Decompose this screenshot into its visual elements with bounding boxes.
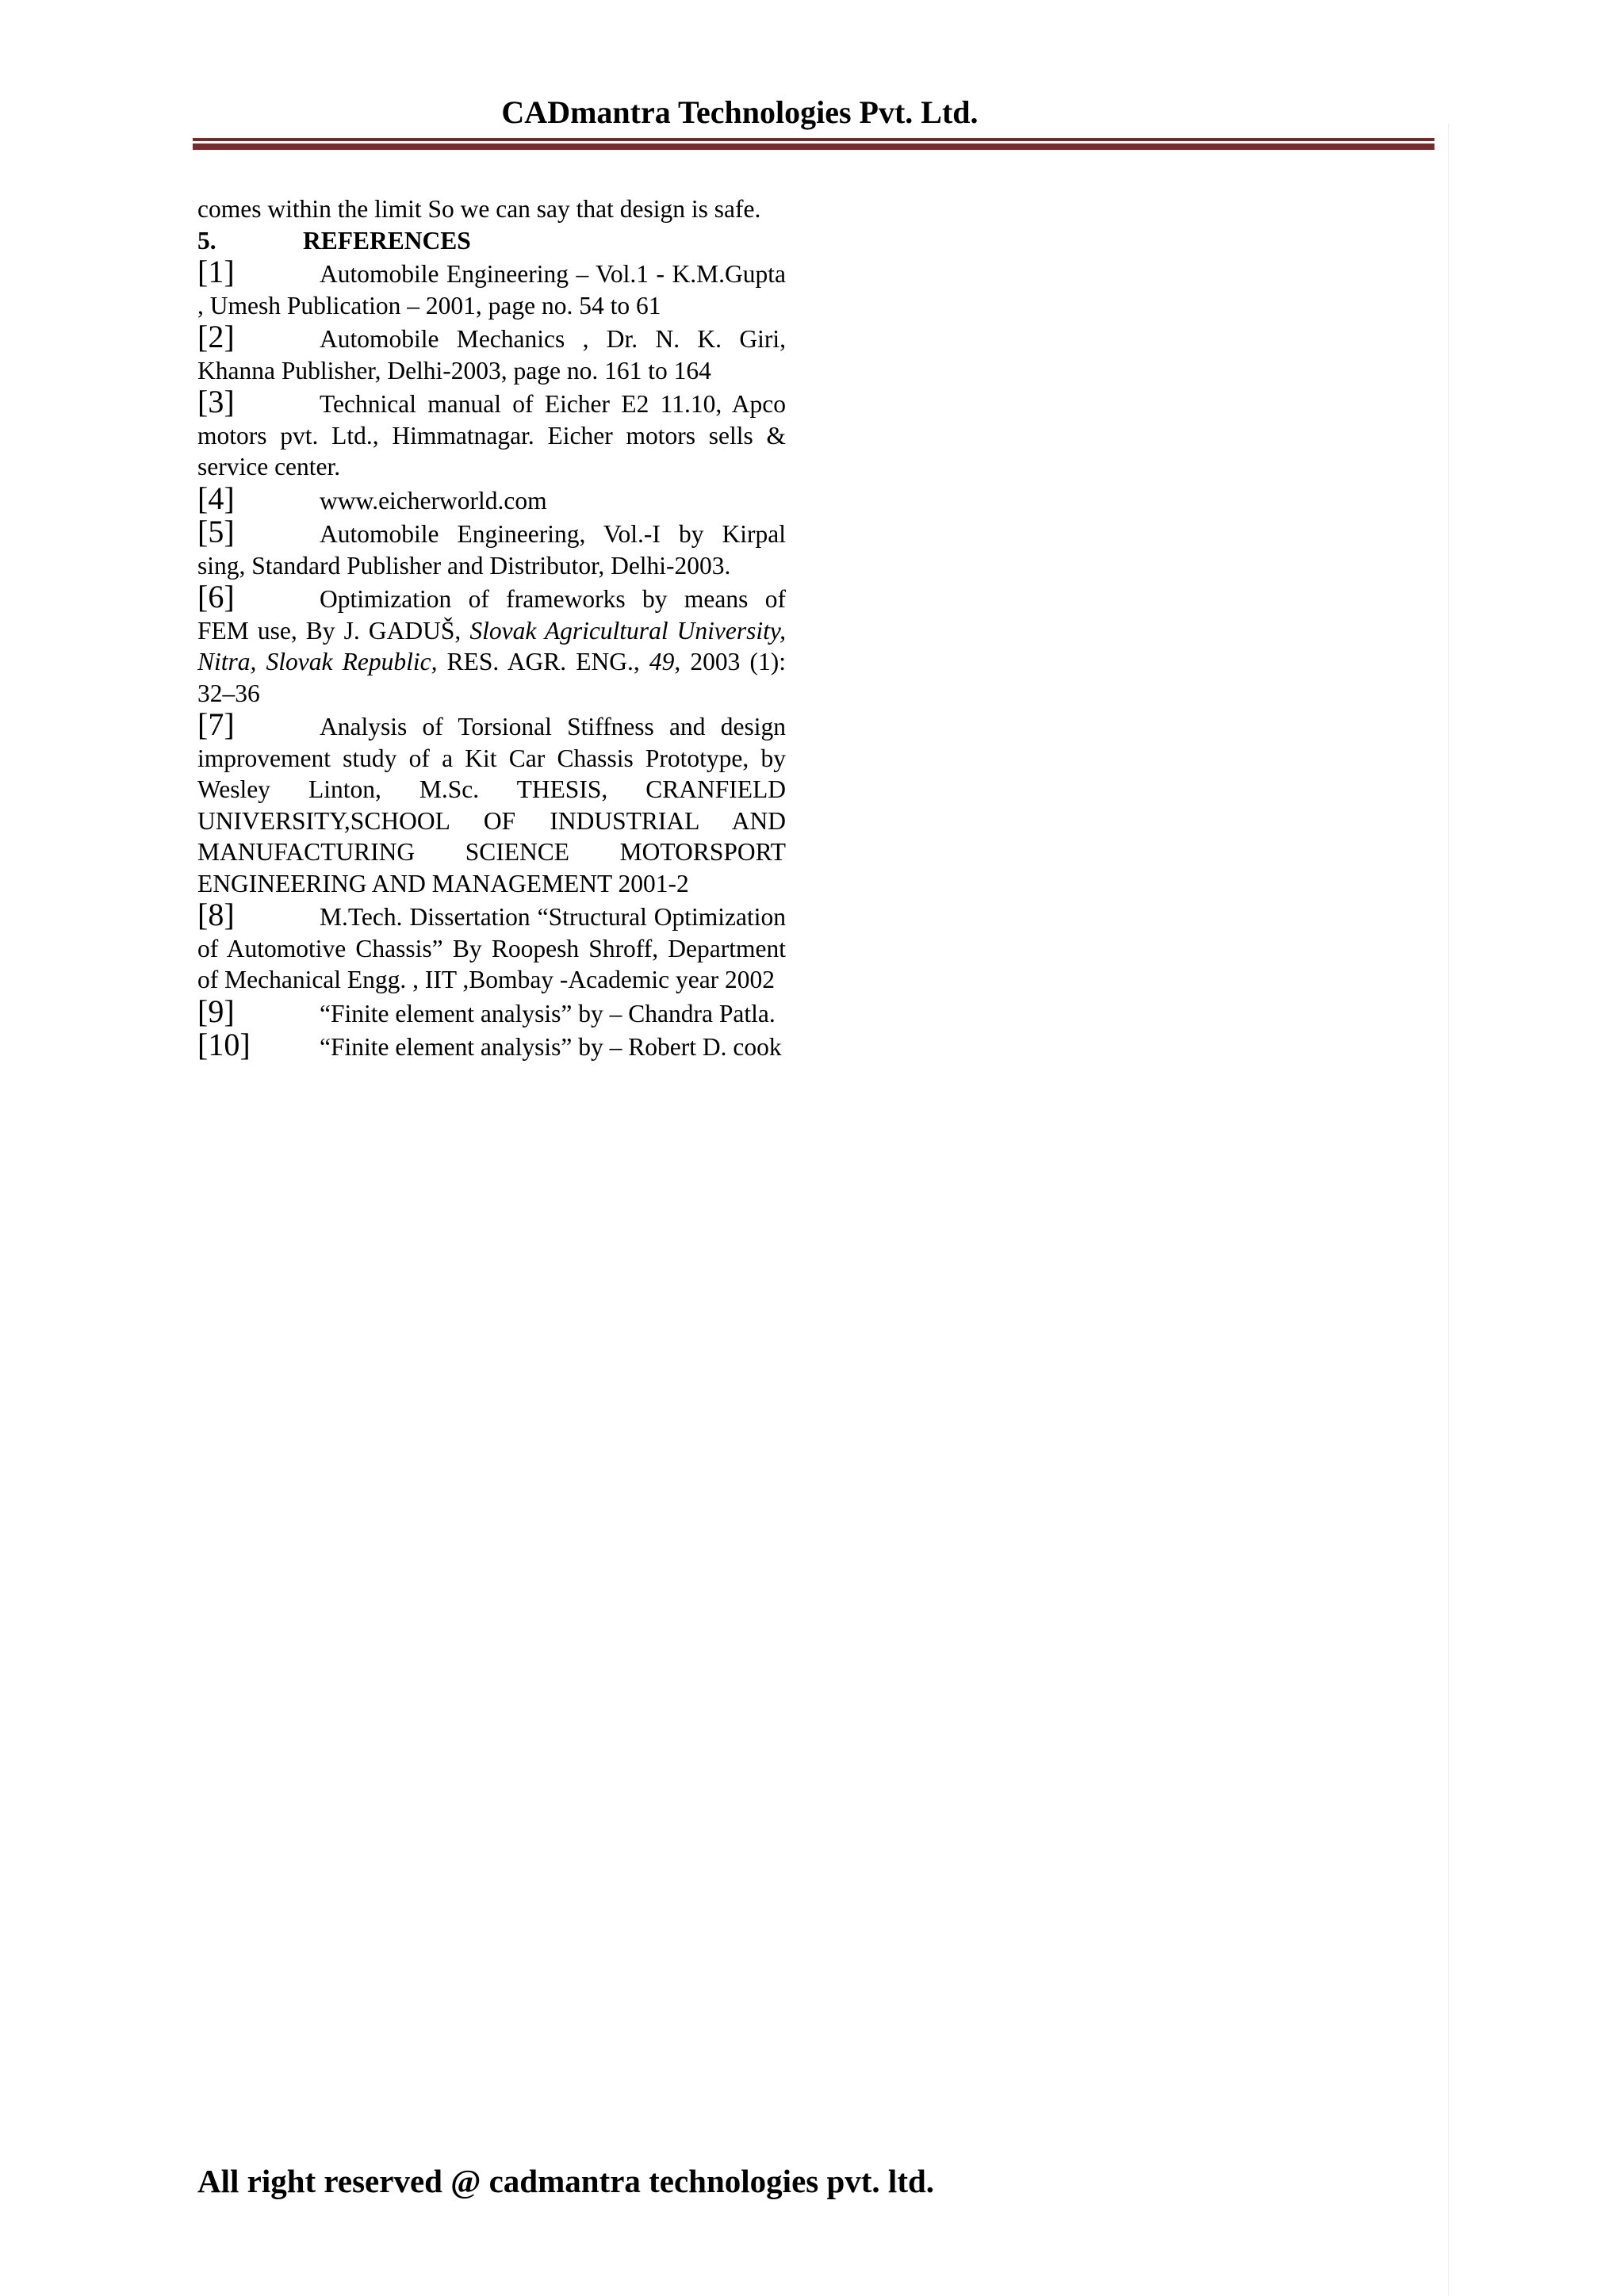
reference-text: Automobile Mechanics , Dr. N. K. Giri, Khanna Publisher, Delhi-2003, page no. 161 to 164 [197, 325, 786, 385]
reference-link-text: www.eicherworld.com [320, 486, 547, 515]
reference-number: [9] [197, 993, 235, 1029]
reference-item [197, 386, 786, 483]
reference-affiliation-italic: Slovak Agricultural University, Nitra, Slovak Republic, [197, 616, 787, 675]
section-number: 5. [197, 226, 216, 254]
reference-volume-italic: 49 [649, 648, 675, 675]
reference-number: [1] [197, 254, 235, 289]
reference-text: Technical manual of Eicher E2 11.10, Apco motors pvt. Ltd., Himmatnagar. Eicher motors sells & service center. [197, 390, 786, 480]
intro-paragraph: comes within the limit So we can say that design is safe. [197, 195, 761, 223]
reference-text: Automobile Engineering – Vol.1 - K.M.Gupta , Umesh Publication – 2001, page no. 54 to 61 [197, 260, 786, 320]
reference-journal: RES. AGR. ENG., [446, 648, 640, 675]
section-title: REFERENCES [303, 226, 471, 254]
reference-text: Optimization of frameworks by means of FEM use, By J. GADUŠ, [197, 585, 786, 645]
reference-number: [5] [197, 514, 235, 549]
reference-item [197, 706, 786, 899]
header-rule-thick [193, 144, 1434, 150]
reference-number: [2] [197, 319, 235, 354]
reference-number: [6] [197, 579, 235, 614]
reference-item [197, 899, 786, 996]
reference-number: [3] [197, 384, 235, 419]
reference-item [197, 516, 786, 581]
footer-copyright: All right reserved @ cadmantra technologies pvt. ltd. [197, 2163, 935, 2199]
reference-text: “Finite element analysis” by – Chandra Patla. [320, 999, 776, 1027]
header-title: CADmantra Technologies Pvt. Ltd. [501, 94, 979, 130]
section-heading [197, 225, 786, 257]
reference-text: Automobile Engineering, Vol.-I by Kirpal sing, Standard Publisher and Distributor, Delhi-2003. [197, 520, 786, 580]
reference-item [197, 993, 786, 1030]
reference-number: [4] [197, 480, 235, 516]
reference-item [197, 256, 786, 321]
reference-item [197, 480, 786, 517]
reference-number: [10] [197, 1027, 251, 1062]
text-column [197, 193, 786, 1063]
header-rule-thin [193, 138, 1434, 141]
reference-text: M.Tech. Dissertation “Structural Optimization of Automotive Chassis” By Roopesh Shroff, Department of Mechanical Engg. , IIT ,Bombay -Academic year 2002 [197, 903, 786, 993]
reference-issue: , 2003 (1): 32–36 [197, 648, 787, 707]
reference-item [197, 581, 786, 709]
reference-text: “Finite element analysis” by – Robert D. cook [320, 1033, 782, 1061]
reference-number: [8] [197, 897, 235, 932]
reference-item [197, 321, 786, 386]
reference-number: [7] [197, 706, 235, 742]
page-edge-line [1448, 124, 1449, 2296]
reference-item [197, 1029, 786, 1063]
reference-text: Analysis of Torsional Stiffness and design improvement study of a Kit Car Chassis Prototype, by Wesley Linton, M.Sc. THESIS, CRANFIELD UNIVERSITY,SCHOOL OF INDUSTRIAL AND MANUFACTURING SCIENCE MOTORSPORT ENGINEERING AND MANAGEMENT 2001-2 [197, 713, 786, 897]
